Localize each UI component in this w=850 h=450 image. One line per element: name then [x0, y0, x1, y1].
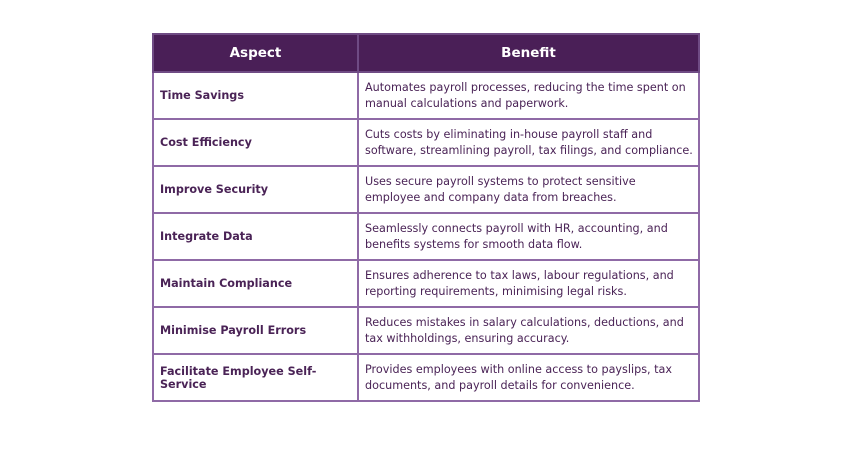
- aspect-cell: Improve Security: [153, 166, 358, 213]
- benefit-cell: Uses secure payroll systems to protect sensitive employee and company data from breaches.: [358, 166, 699, 213]
- benefit-cell: Automates payroll processes, reducing the time spent on manual calculations and paperwork.: [358, 72, 699, 119]
- table-row: [153, 119, 699, 166]
- column-header-aspect: Aspect: [153, 34, 358, 72]
- table-row: [153, 354, 699, 401]
- column-header-benefit: Benefit: [358, 34, 699, 72]
- payroll-benefits-table: [152, 33, 700, 402]
- aspect-cell: Facilitate Employee Self-Service: [153, 354, 358, 401]
- table-header-row: [153, 34, 699, 72]
- table-row: [153, 307, 699, 354]
- table-row: [153, 72, 699, 119]
- benefit-cell: Provides employees with online access to payslips, tax documents, and payroll details for convenience.: [358, 354, 699, 401]
- aspect-cell: Minimise Payroll Errors: [153, 307, 358, 354]
- benefit-cell: Reduces mistakes in salary calculations, deductions, and tax withholdings, ensuring accuracy.: [358, 307, 699, 354]
- aspect-cell: Time Savings: [153, 72, 358, 119]
- table-row: [153, 213, 699, 260]
- benefit-cell: Seamlessly connects payroll with HR, accounting, and benefits systems for smooth data flow.: [358, 213, 699, 260]
- aspect-cell: Integrate Data: [153, 213, 358, 260]
- table-row: [153, 166, 699, 213]
- aspect-cell: Cost Efficiency: [153, 119, 358, 166]
- aspect-cell: Maintain Compliance: [153, 260, 358, 307]
- table-row: [153, 260, 699, 307]
- benefit-cell: Cuts costs by eliminating in-house payroll staff and software, streamlining payroll, tax filings, and compliance.: [358, 119, 699, 166]
- benefit-cell: Ensures adherence to tax laws, labour regulations, and reporting requirements, minimising legal risks.: [358, 260, 699, 307]
